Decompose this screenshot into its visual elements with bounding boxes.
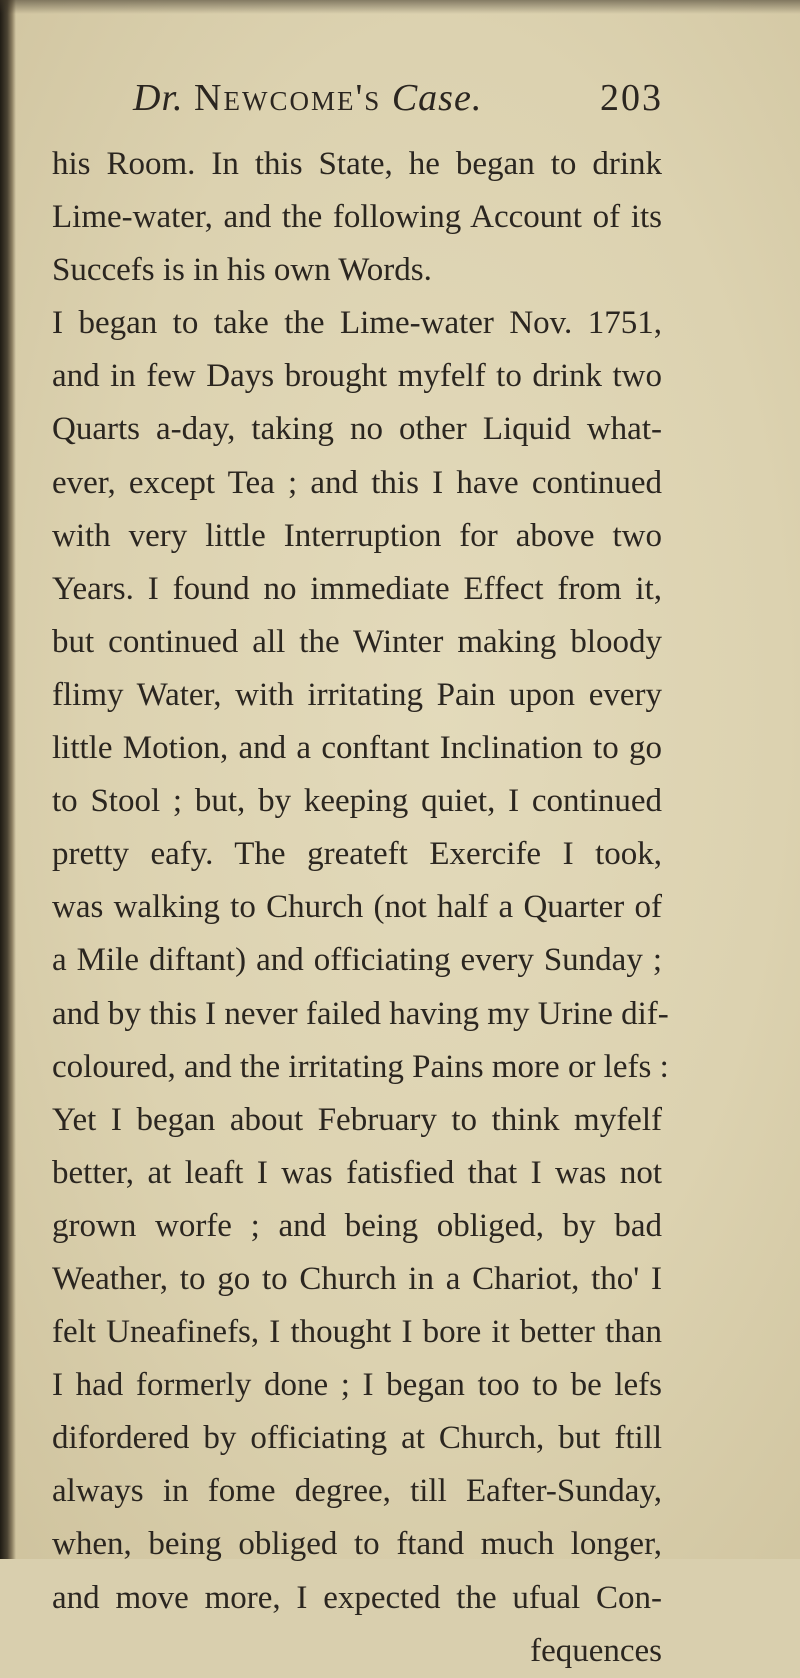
text-line: Years. I found no immediate Effect from it, [52,570,662,607]
text-line: and move more, I expected the ufual Con- [52,1579,662,1616]
text-line: Yet I began about February to think myfelf [52,1101,662,1138]
body-text [52,138,669,1678]
page-number: 203 [600,77,663,119]
page-gutter-shadow [0,0,16,1559]
text-line: with very little Interruption for above two [52,517,662,554]
title-suffix: Case. [391,77,483,119]
text-line: felt Uneafinefs, I thought I bore it better than [52,1314,662,1351]
text-line: I began to take the Lime-water Nov. 1751, [52,305,662,342]
running-header [133,72,663,124]
title-name: Newcome's [194,77,382,119]
text-line: Weather, to go to Church in a Chariot, tho' I [52,1260,662,1297]
text-line: grown worfe ; and being obliged, by bad [52,1207,662,1244]
text-line: Succefs is in his own Words. [52,252,432,289]
text-line: but continued all the Winter making bloody [52,623,662,660]
text-line: ever, except Tea ; and this I have continued [52,464,662,501]
text-line: a Mile diftant) and officiating every Sunday ; [52,942,662,979]
text-line: when, being obliged to ftand much longer, [52,1526,662,1563]
text-line: and by this I never failed having my Urine dif- [52,995,669,1032]
text-line: to Stool ; but, by keeping quiet, I continued [52,783,662,820]
title-prefix: Dr. [133,77,184,119]
text-line: and in few Days brought myfelf to drink two [52,358,662,395]
text-line: coloured, and the irritating Pains more or lefs : [52,1048,669,1085]
text-line: flimy Water, with irritating Pain upon every [52,676,662,713]
page-top-shadow [0,0,800,14]
text-line: I had formerly done ; I began too to be lefs [52,1367,662,1404]
text-line: Lime-water, and the following Account of its [52,199,662,236]
running-head-title [133,72,482,124]
text-line: always in fome degree, till Eafter-Sunday, [52,1473,662,1510]
text-line: difordered by officiating at Church, but ftill [52,1420,662,1457]
text-line: pretty eafy. The greateft Exercife I took, [52,836,662,873]
text-line: little Motion, and a conftant Inclination to go [52,730,662,767]
text-line: his Room. In this State, he began to drink [52,146,662,182]
text-line: was walking to Church (not half a Quarter of [52,889,662,926]
text-line: better, at leaft I was fatisfied that I was not [52,1154,662,1191]
text-line: Quarts a-day, taking no other Liquid what- [52,411,662,448]
catchword: fequences [530,1632,662,1669]
